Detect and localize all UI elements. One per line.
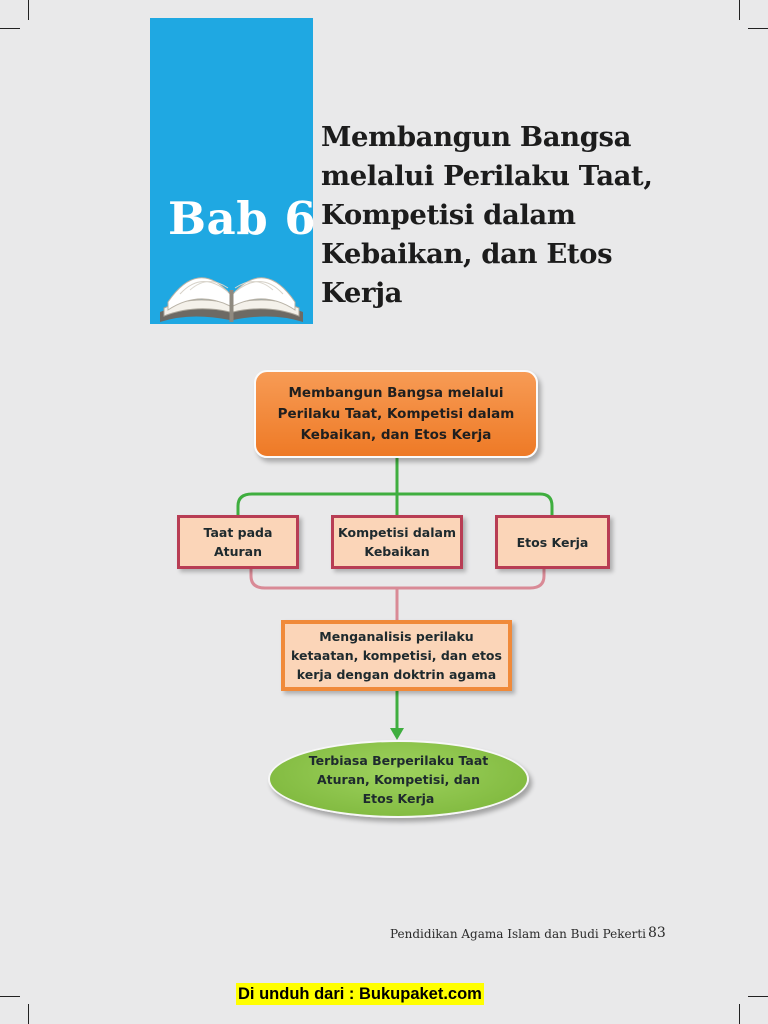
chapter-label: Bab 6 xyxy=(168,192,317,245)
result-line: Etos Kerja xyxy=(362,790,435,806)
connector-green-bracket xyxy=(238,494,552,515)
main-concept-line: Perilaku Taat, Kompetisi dalam xyxy=(277,405,515,422)
chapter-title-line: Kebaikan, dan Etos xyxy=(321,238,613,270)
branch-line: Taat pada xyxy=(203,525,273,540)
branch-line: Aturan xyxy=(213,544,263,559)
branch-box-etos xyxy=(495,515,610,569)
analysis-box xyxy=(281,620,512,691)
chapter-title-line: Kerja xyxy=(321,277,403,309)
chapter-title-line: Membangun Bangsa xyxy=(321,121,632,153)
branch-box-taat xyxy=(177,515,299,569)
analysis-line: ketaatan, kompetisi, dan etos xyxy=(291,648,502,663)
result-line: Terbiasa Berperilaku Taat xyxy=(308,752,489,768)
analysis-line: kerja dengan doktrin agama xyxy=(296,667,497,682)
connector-pink-bracket xyxy=(251,569,544,588)
branch-line: Kompetisi dalam xyxy=(338,525,456,540)
chapter-title-line: Kompetisi dalam xyxy=(321,199,576,231)
page-number: 83 xyxy=(648,925,666,941)
footer-book-title: Pendidikan Agama Islam dan Budi Pekerti xyxy=(390,927,646,941)
arrow-head-icon xyxy=(390,728,404,740)
main-concept-line: Membangun Bangsa melalui xyxy=(288,384,504,401)
main-concept-line: Kebaikan, dan Etos Kerja xyxy=(300,426,492,443)
chapter-title-line: melalui Perilaku Taat, xyxy=(321,160,653,192)
result-ellipse xyxy=(268,740,529,818)
analysis-line: Menganalisis perilaku xyxy=(319,629,474,644)
branch-line: Kebaikan xyxy=(364,544,430,559)
download-source-banner[interactable]: Di unduh dari : Bukupaket.com xyxy=(238,985,482,1003)
branch-line: Etos Kerja xyxy=(516,534,589,550)
result-line: Aturan, Kompetisi, dan xyxy=(316,771,481,787)
branch-box-kompetisi xyxy=(331,515,463,569)
main-concept-box xyxy=(254,370,538,458)
